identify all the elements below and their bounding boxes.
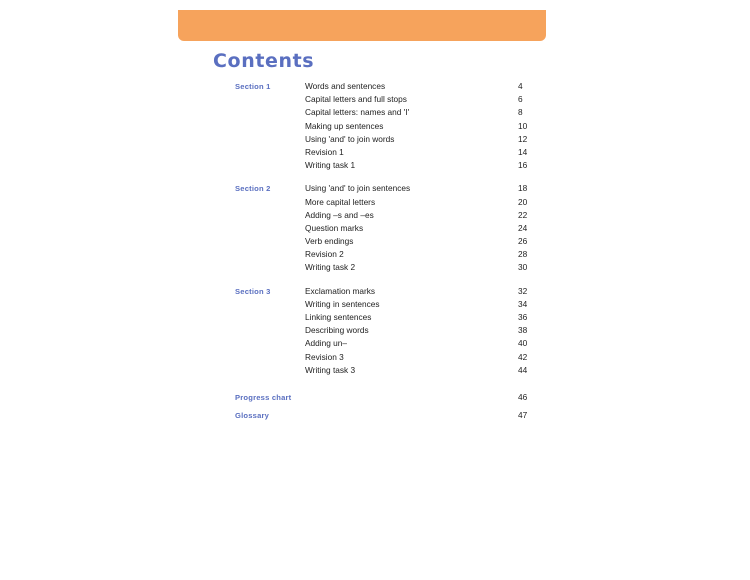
- toc-entry-page: 44: [518, 364, 528, 375]
- toc-entry-page: 26: [518, 236, 528, 247]
- toc-row[interactable]: [213, 324, 543, 337]
- toc-entry-page: 42: [518, 351, 528, 362]
- toc-entry-title: Linking sentences: [305, 312, 372, 322]
- toc-entry-title: Capital letters and full stops: [305, 94, 407, 105]
- toc-row[interactable]: [213, 311, 543, 324]
- toc-entry-title: Adding –s and –es: [305, 209, 374, 220]
- toc-row[interactable]: [213, 80, 543, 93]
- toc-entry-title: Using 'and' to join sentences: [305, 183, 411, 194]
- toc-entry-page: 30: [518, 262, 528, 273]
- toc-entry-title: Exclamation marks: [305, 285, 376, 296]
- toc-entry-title: Using 'and' to join words: [305, 133, 395, 144]
- toc-entry-page: 36: [518, 312, 528, 322]
- toc-entry-page: 6: [518, 94, 523, 105]
- toc-entry-page: 22: [518, 209, 528, 220]
- toc-entry-page: 4: [518, 81, 523, 91]
- toc-entry-page: 46: [518, 391, 528, 402]
- toc-entry-title: Writing in sentences: [305, 298, 380, 309]
- toc-entry-title: Writing task 1: [305, 160, 356, 171]
- toc-entry-page: 12: [518, 133, 528, 144]
- section-label: Section 1: [235, 82, 271, 91]
- toc-entry-title: Revision 2: [305, 249, 344, 260]
- toc-entry-title: Writing task 2: [305, 262, 356, 273]
- toc-row[interactable]: [213, 182, 543, 195]
- toc-entry-page: 34: [518, 298, 528, 309]
- toc-row[interactable]: [213, 146, 543, 159]
- toc-entry-title: Revision 3: [305, 351, 344, 362]
- table-of-contents: [213, 80, 543, 427]
- toc-row[interactable]: [213, 285, 543, 298]
- toc-row-glossary[interactable]: [213, 409, 543, 427]
- toc-row[interactable]: [213, 261, 543, 274]
- toc-entry-page: 18: [518, 183, 528, 194]
- toc-entry-title: Describing words: [305, 325, 369, 336]
- section-label: Section 3: [235, 286, 271, 296]
- toc-entry-title: More capital letters: [305, 196, 376, 207]
- toc-row[interactable]: [213, 196, 543, 209]
- toc-entry-page: 28: [518, 249, 528, 260]
- toc-entry-title: Revision 1: [305, 146, 344, 157]
- toc-row[interactable]: [213, 364, 543, 377]
- toc-row[interactable]: [213, 209, 543, 222]
- toc-entry-title: Capital letters: names and 'I': [305, 107, 410, 118]
- section-label: Section 2: [235, 184, 271, 194]
- toc-row[interactable]: [213, 93, 543, 106]
- toc-entry-title: Verb endings: [305, 236, 354, 247]
- toc-row[interactable]: [213, 337, 543, 350]
- toc-extras: [213, 391, 543, 427]
- toc-entry-title: Writing task 3: [305, 364, 356, 375]
- toc-entry-page: 32: [518, 285, 528, 296]
- toc-row[interactable]: [213, 248, 543, 261]
- toc-entry-title: Words and sentences: [305, 81, 386, 91]
- toc-row[interactable]: [213, 106, 543, 119]
- toc-row[interactable]: [213, 298, 543, 311]
- toc-entry-title: Progress chart: [235, 392, 292, 402]
- toc-entry-page: 8: [518, 107, 523, 118]
- toc-row[interactable]: [213, 222, 543, 235]
- toc-entry-page: 47: [518, 409, 528, 420]
- toc-entry-page: 14: [518, 146, 528, 157]
- toc-entry-page: 16: [518, 160, 528, 171]
- toc-section: [213, 80, 543, 172]
- toc-row-progress-chart[interactable]: [213, 391, 543, 409]
- toc-row[interactable]: [213, 351, 543, 364]
- toc-row[interactable]: [213, 120, 543, 133]
- toc-section: [213, 285, 543, 377]
- toc-entry-page: 10: [518, 120, 528, 131]
- toc-entry-title: Question marks: [305, 222, 364, 233]
- toc-row[interactable]: [213, 235, 543, 248]
- toc-entry-page: 38: [518, 325, 528, 336]
- toc-entry-page: 24: [518, 222, 528, 233]
- header-banner: [178, 10, 546, 41]
- toc-entry-title: Making up sentences: [305, 120, 384, 131]
- toc-row[interactable]: [213, 133, 543, 146]
- toc-entry-title: Glossary: [235, 410, 270, 420]
- toc-entry-page: 20: [518, 196, 528, 207]
- page-title: Contents: [213, 50, 315, 72]
- toc-entry-title: Adding un–: [305, 338, 347, 349]
- toc-row[interactable]: [213, 159, 543, 172]
- toc-entry-page: 40: [518, 338, 528, 349]
- toc-section: [213, 182, 543, 274]
